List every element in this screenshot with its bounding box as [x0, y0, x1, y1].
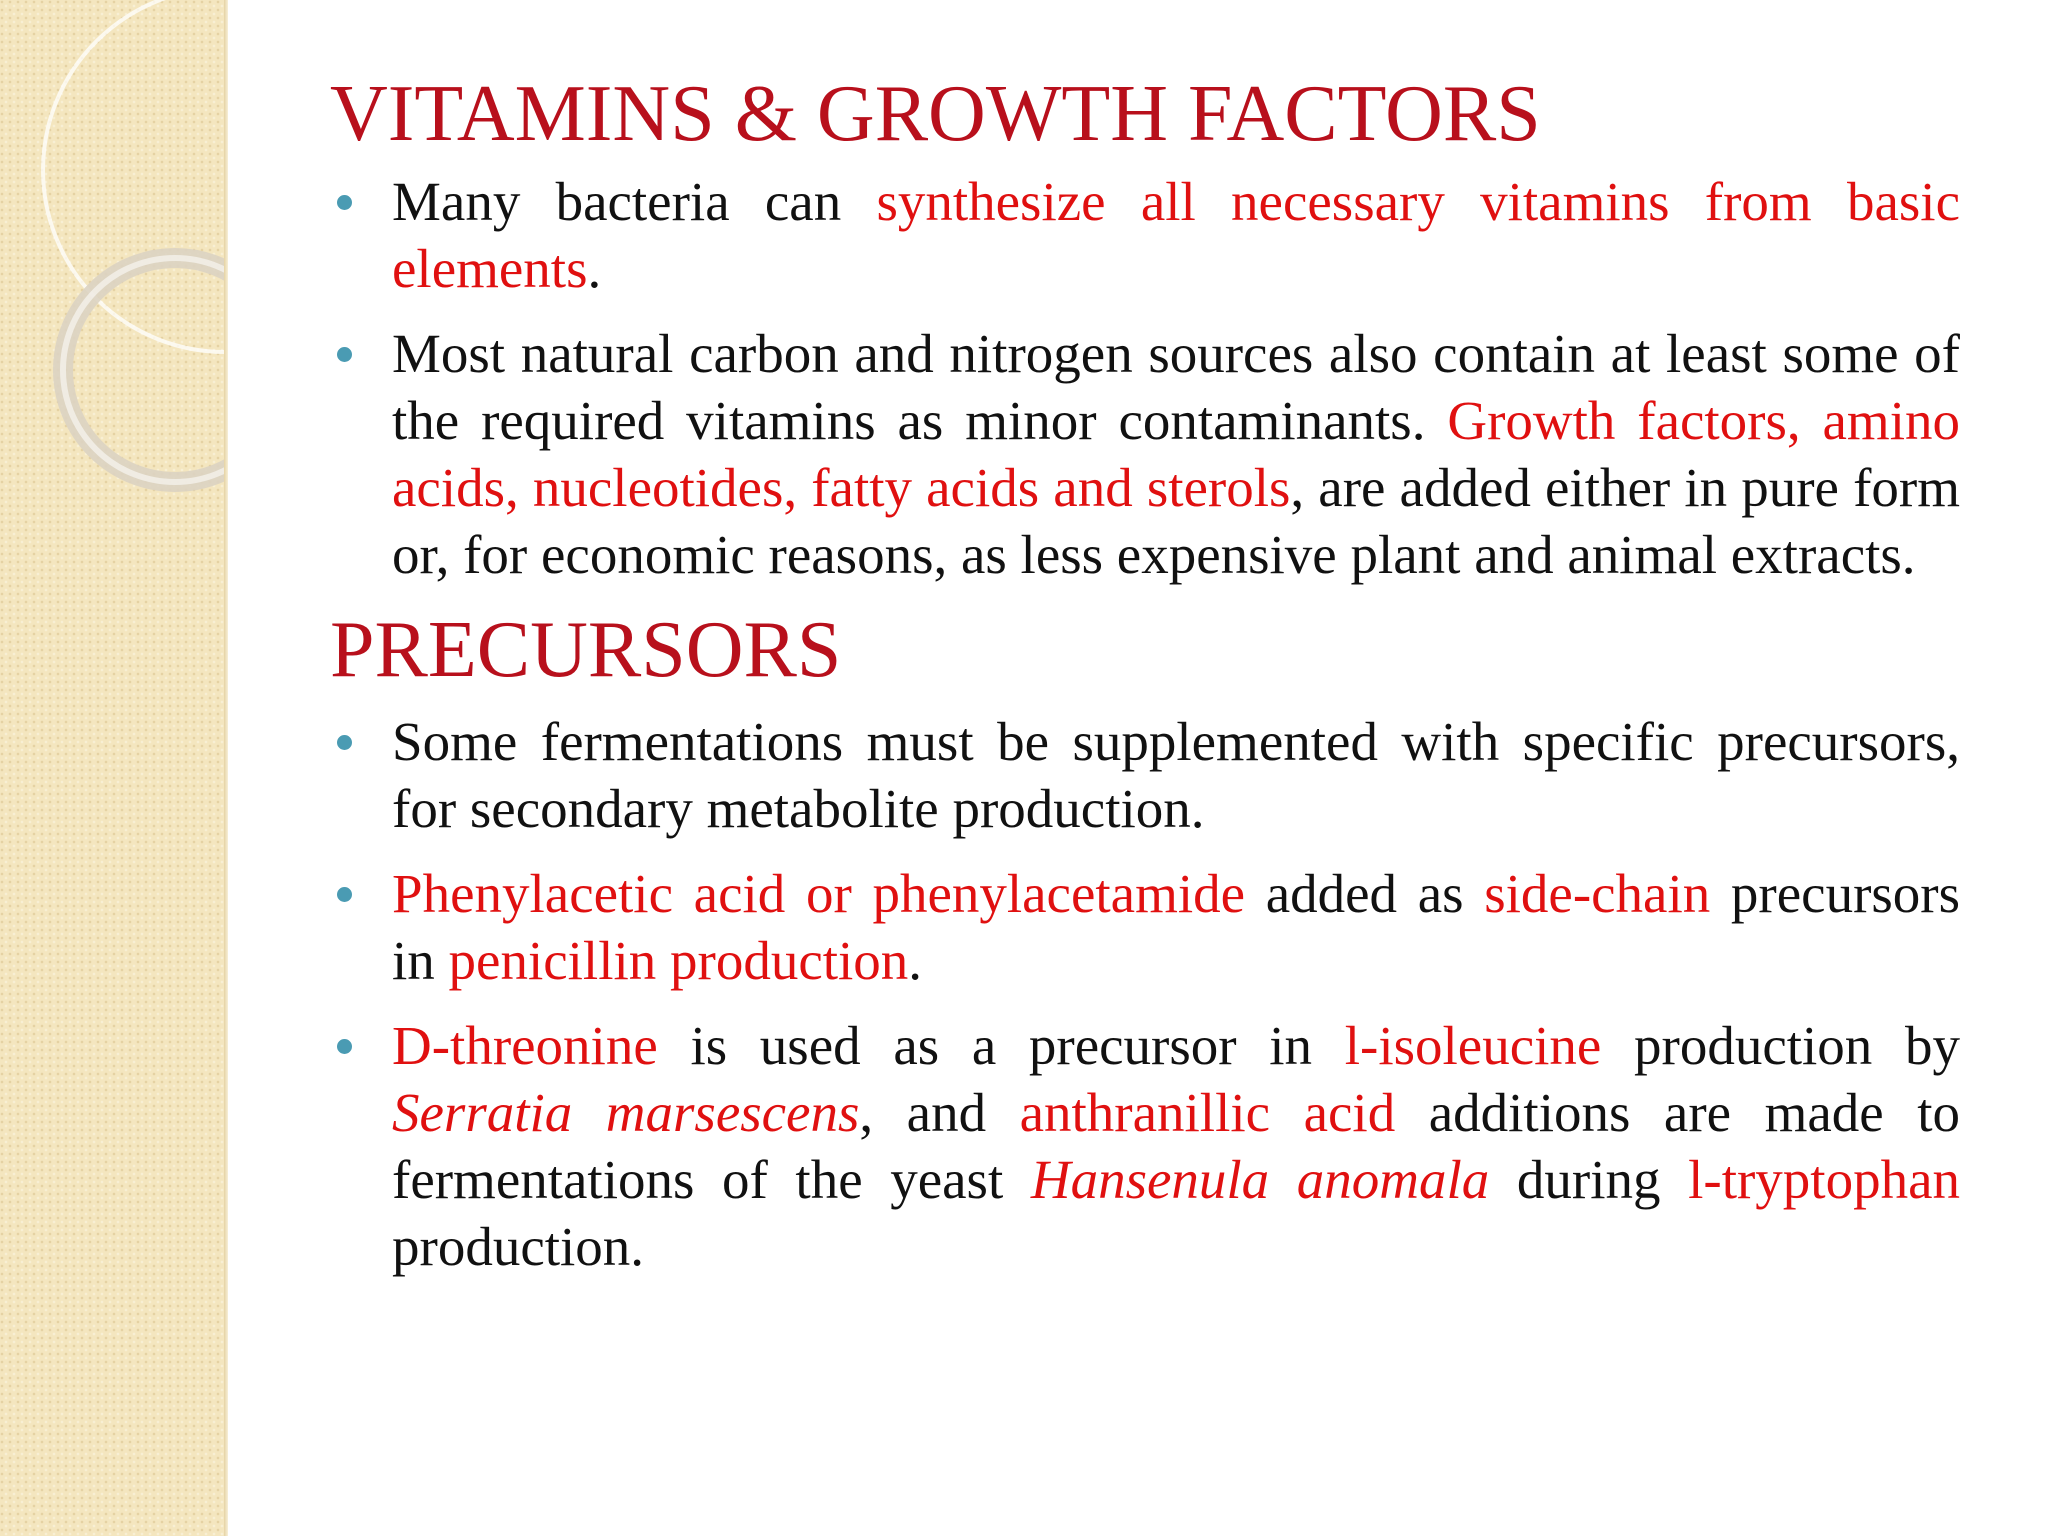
bullet-item	[330, 1012, 1960, 1280]
bullet-dot-icon	[337, 195, 352, 210]
sidebar-edge-divider	[224, 0, 228, 1536]
body-text: Most natural carbon and nitrogen sources also contain at least some of the required vitamins as minor contaminants.	[392, 323, 1960, 451]
section-heading-vitamins: VITAMINS & GROWTH FACTORS	[330, 70, 1541, 158]
italic-species-name: Serratia marsescens	[392, 1082, 860, 1143]
highlighted-text: l-tryptophan	[1688, 1149, 1960, 1210]
bullet-dot-icon	[337, 1039, 352, 1054]
highlighted-text: penicillin production	[448, 930, 909, 991]
section-heading-precursors: PRECURSORS	[330, 606, 842, 694]
bullet-item	[330, 168, 1960, 302]
highlighted-text: side-chain	[1484, 863, 1711, 924]
bullet-item	[330, 860, 1960, 994]
body-text: .	[908, 930, 923, 991]
slide-content	[330, 70, 1960, 1298]
bullet-dot-icon	[337, 347, 352, 362]
italic-species-name: Hansenula anomala	[1030, 1149, 1490, 1210]
body-text: Many bacteria can	[392, 171, 877, 232]
bullet-item	[330, 708, 1960, 842]
body-text: during	[1489, 1149, 1689, 1210]
highlighted-text: Phenylacetic acid or phenylacetamide	[392, 863, 1246, 924]
body-text: Some fermentations must be supplemented with specific precursors, for secondary metabolite production.	[392, 711, 1960, 839]
highlighted-text: l-isoleucine	[1344, 1015, 1602, 1076]
body-text: , and	[859, 1082, 1020, 1143]
bullet-list-precursors	[330, 708, 1960, 1280]
body-text: production.	[392, 1216, 645, 1277]
highlighted-text: Growth factors, amino acids, nucleotides, fatty acids and sterols	[392, 390, 1960, 518]
decorative-rings-graphic	[0, 0, 228, 620]
highlighted-text: synthesize all necessary vitamins from basic elements	[392, 171, 1960, 299]
decorative-sidebar	[0, 0, 228, 1536]
body-text: .	[587, 238, 602, 299]
body-text: precursors in	[392, 863, 1961, 991]
bullet-list-vitamins	[330, 168, 1960, 588]
bullet-dot-icon	[337, 887, 352, 902]
bullet-item	[330, 320, 1960, 588]
body-text: is used as a precursor in	[657, 1015, 1345, 1076]
body-text: production by	[1601, 1015, 1960, 1076]
body-text: additions are made to fermentations of the yeast	[392, 1082, 1960, 1210]
highlighted-text: anthranillic acid	[1019, 1082, 1396, 1143]
body-text: added as	[1245, 863, 1485, 924]
body-text: , are added either in pure form or, for economic reasons, as less expensive plant and animal extracts.	[392, 457, 1960, 585]
bullet-dot-icon	[337, 735, 352, 750]
highlighted-text: D-threonine	[392, 1015, 658, 1076]
